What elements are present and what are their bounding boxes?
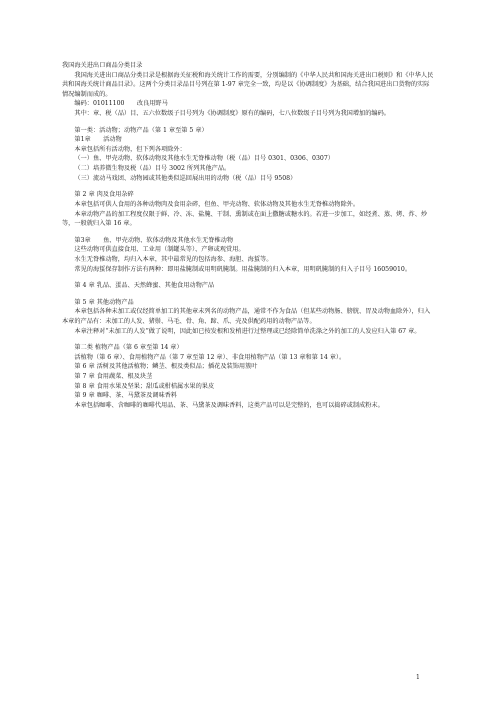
chapter-heading: 第1章 活动物	[74, 136, 122, 144]
list-item: （二）培养微生物及税（品）目号 3002 所列其他产品。	[74, 165, 231, 173]
list-item: （三）流动马戏团、动物园或其他类似巡回展出用的动物（税（品）目号 9508）	[74, 174, 297, 182]
chapter-heading: 第 7 章 食用蔬菜、根及块茎	[74, 373, 153, 381]
paragraph: 本章包括所有活动物，但下列各项除外：	[74, 145, 186, 153]
chapter-heading: 第 4 章 乳品、蛋品、天然蜂蜜、其他食用动物产品	[74, 282, 215, 290]
paragraph: 本章动物产品的加工程度仅限于鲜、冷、冻、盐腌、干制、熏制或在面上撒糖或糖水的。若进一步加工，如经煮、蒸、烤、炸、炒等，一般就归入第 16 章。	[62, 210, 428, 228]
intro-note: 其中：章、税（品）目、五六位数级子目号列为《协调制度》原有的编码，七八位数级子目号列为我国增加的编码。	[74, 110, 390, 118]
spacer	[62, 183, 434, 190]
paragraph: 水生无脊椎动物，均归入本章，其中最常见的包括海参、海胆、海蜇等。	[74, 255, 273, 263]
chapter-heading: 第3章 鱼、甲壳动物、软体动物及其他水生无脊椎动物	[74, 236, 234, 244]
intro-code-line: 编码：01011100 改良用野马	[74, 100, 168, 108]
spacer	[62, 274, 434, 281]
chapter-heading: 第 2 章 肉及食用杂碎	[74, 191, 134, 199]
document-title: 我国海关进出口商品分类目录	[62, 62, 143, 69]
paragraph: 活植物（第 6 章）、食用植物产品（第 7 章至第 12 章）、非食用植物产品（第 13 章和第 14 章）。	[74, 353, 346, 361]
spacer	[62, 336, 434, 343]
chapter-heading: 第 8 章 食用水果及坚果；甜瓜或柑桔属水果的果皮	[74, 382, 215, 390]
list-item: （一）鱼、甲壳动物、软体动物及其他水生无脊椎动物（税（品）目号 0301、0306、0307）	[74, 155, 334, 163]
spacer	[62, 291, 434, 298]
chapter-heading: 第 5 章 其他动物产品	[74, 298, 134, 306]
intro-paragraph: 我国海关进出口商品分类目录是根据海关征税和海关统计工作的需要，分别编制的《中华人民共和国海关进出口税则》和《中华人民共和国海关统计商品目录》。这两个分类目录品目号列在第 1-97 章完全一致，均是以《协调制度》为基础，结合我国进出口货物的实际情况编制而成的。	[62, 71, 434, 98]
page-number: 1	[416, 674, 420, 681]
paragraph: 常见的海蜇保存制作方法有两种：即用盐腌制或用明矾腌制。用盐腌制的归入本章，用明矾腌制的归入子目号 16059010。	[74, 265, 412, 273]
paragraph: 本章包括咖啡、含咖啡的咖啡代用品、茶、马黛茶及调味香料，这类产品可以是完整的，也可以捣碎或制成粉末。	[74, 401, 384, 409]
spacer	[62, 119, 434, 126]
paragraph: 这些动物可供直接食用、工业用（制罐头等）、产卵或观赏用。	[74, 246, 245, 254]
paragraph: 本章注释对“未加工的人发”做了说明，因此如已按发根和发梢进行过整理或已经除简单洗涤之外的加工的人发应归入第 67 章。	[74, 327, 421, 335]
section-heading: 第二类 植物产品（第 6 章至第 14 章）	[74, 344, 183, 352]
chapter-heading: 第 9 章 咖啡、茶、马黛茶及调味香料	[74, 392, 178, 400]
spacer	[62, 229, 434, 236]
chapter-heading: 第 6 章 活树及其他活植物；鳞茎、根及类似品；插花及装饰用簇叶	[74, 363, 258, 371]
section-heading: 第一类：活动物；动物产品（第 1 章至第 5 章）	[74, 126, 208, 134]
paragraph: 本章包括可供人食用的各种动物肉及食用杂碎，但鱼、甲壳动物、软体动物及其他水生无脊椎动物除外。	[74, 200, 360, 208]
paragraph: 本章包括各种未加工或仅经简单加工的其他章未列名的动物产品，通常不作为食品（但某些动物肠、膀胱、胃及动物血除外），归入本章的产品有：未加工的人发、猪鬃、马毛、骨、角、蹄、爪、壳及供配药用的动物产品等。	[62, 308, 431, 326]
